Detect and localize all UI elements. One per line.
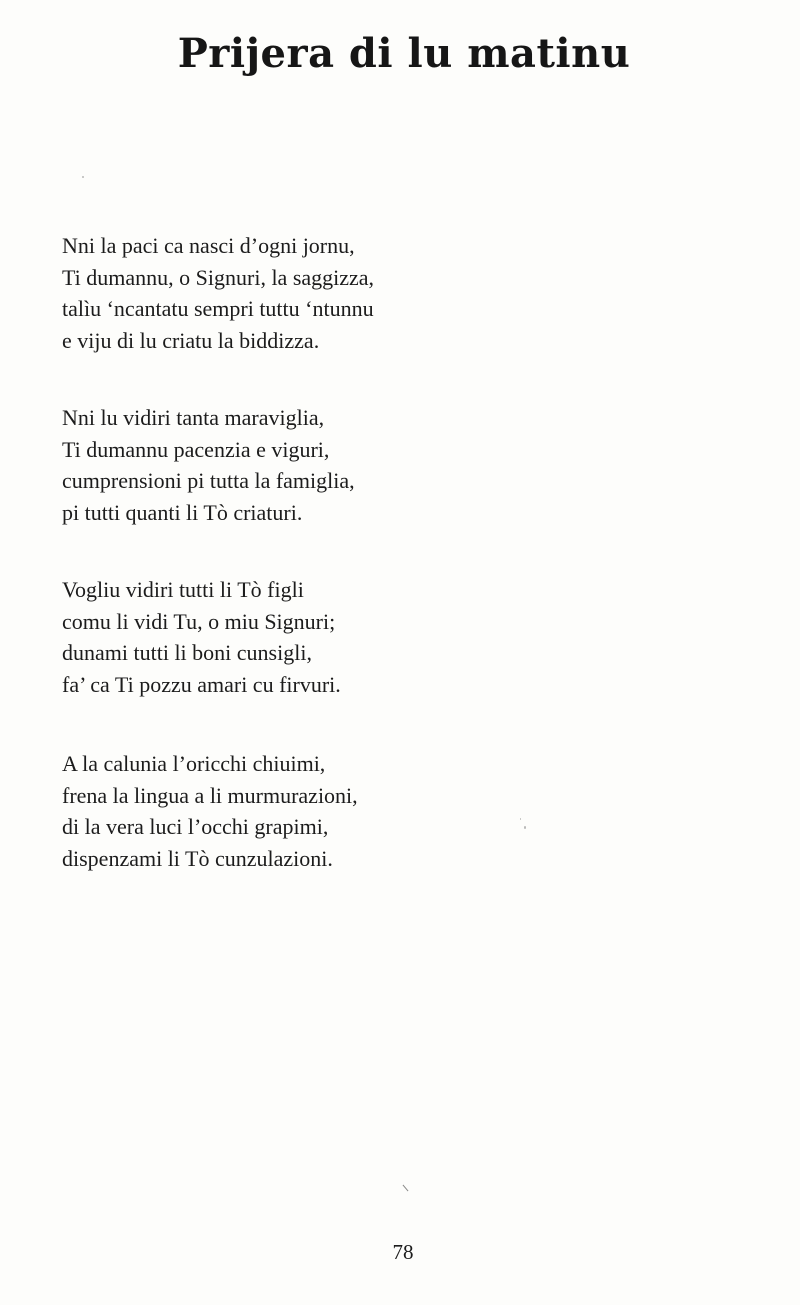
verse-line: e viju di lu criatu la biddizza. xyxy=(62,327,320,353)
verse-line: Vogliu vidiri tutti li Tò figli xyxy=(62,577,304,602)
scan-speck xyxy=(520,818,521,820)
verse-line: frena la lingua a li murmurazioni, xyxy=(62,782,358,808)
stanza-3 xyxy=(62,574,341,700)
verse-line: cumprensioni pi tutta la famiglia, xyxy=(62,468,355,493)
poem-title: Prijera di lu matinu xyxy=(177,30,631,77)
stanza-1 xyxy=(62,230,374,356)
verse-line: Ti dumannu pacenzia e viguri, xyxy=(62,436,330,462)
page-number: 78 xyxy=(392,1240,414,1264)
verse-line: fa’ ca Ti pozzu amari cu firvuri. xyxy=(62,671,341,697)
verse-line: Nni lu vidiri tanta maraviglia, xyxy=(62,405,325,430)
verse-line: Nni la paci ca nasci d’ogni jornu, xyxy=(62,233,355,258)
verse-line: talìu ‘ncantatu sempri tuttu ‘ntunnu xyxy=(62,296,374,321)
stanza-4 xyxy=(62,748,358,874)
verse-line: dunami tutti li boni cunsigli, xyxy=(62,640,312,665)
scan-speck xyxy=(524,826,526,829)
verse-line: Ti dumannu, o Signuri, la saggizza, xyxy=(62,264,375,290)
verse-line: A la calunia l’oricchi chiuimi, xyxy=(62,751,326,776)
verse-line: pi tutti quanti li Tò criaturi. xyxy=(62,499,303,525)
scan-speck xyxy=(82,176,84,178)
verse-line: comu li vidi Tu, o miu Signuri; xyxy=(62,608,336,634)
verse-line: di la vera luci l’occhi grapimi, xyxy=(62,814,329,839)
stanza-2 xyxy=(62,402,355,528)
scan-mark xyxy=(403,1185,409,1192)
verse-line: dispenzami li Tò cunzulazioni. xyxy=(62,845,333,871)
